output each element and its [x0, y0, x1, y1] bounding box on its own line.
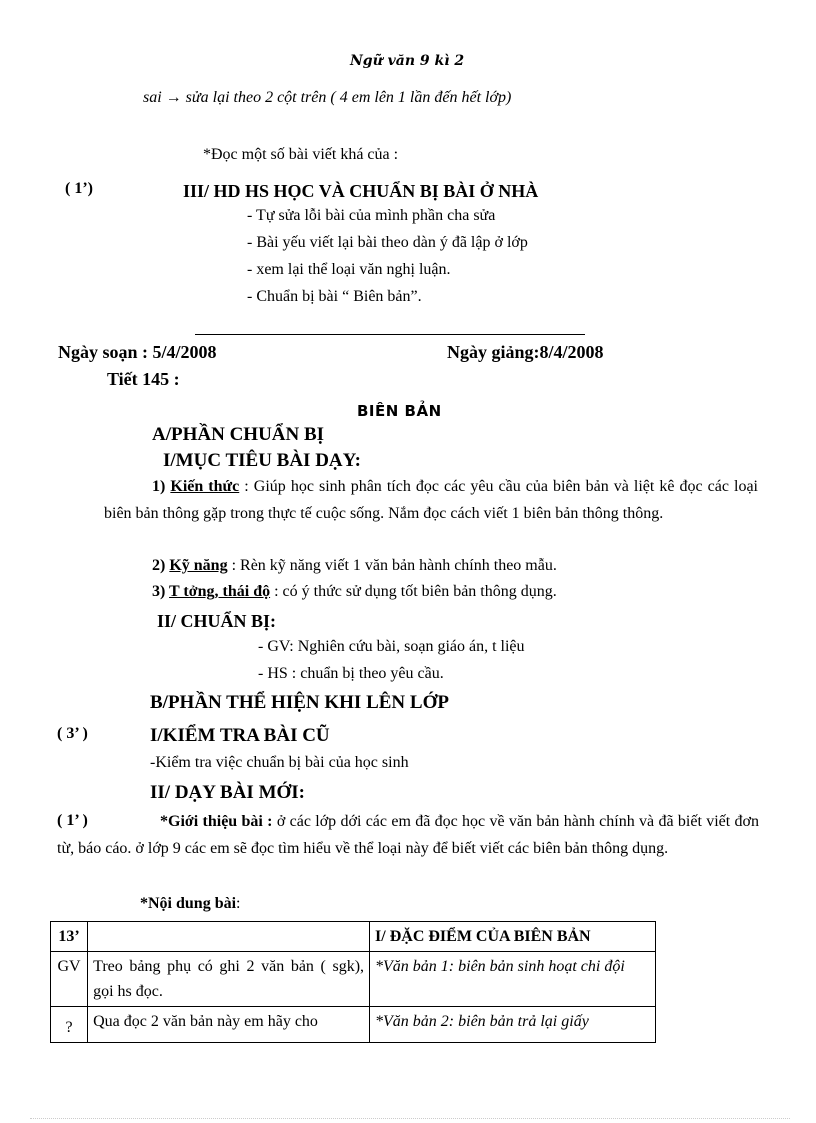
date-taught: Ngày giảng:8/4/2008: [447, 342, 604, 362]
part-b-heading: B/PHẦN THỂ HIỆN KHI LÊN LỚP: [150, 692, 449, 713]
table-row: [51, 952, 656, 1007]
knowledge-label: Kiến thức: [170, 478, 240, 495]
check-old-heading: I/KIỂM TRA BÀI CŨ: [150, 725, 330, 746]
table-cell-time: [51, 922, 88, 952]
lesson-number: Tiết 145 :: [107, 369, 180, 389]
features-heading: I/ ĐẶC ĐIỂM CỦA BIÊN BẢN: [375, 928, 591, 945]
section-homework-heading: III/ HD HS HỌC VÀ CHUẨN BỊ BÀI Ở NHÀ: [183, 181, 539, 201]
time-marker-1: ( 1’): [65, 180, 93, 197]
page-header: Ngữ văn 9 kì 2: [350, 53, 465, 69]
objectives-heading: I/MỤC TIÊU BÀI DẠY:: [163, 450, 361, 471]
attitude-num: 3): [152, 583, 170, 600]
attitude-label: T tởng, thái độ: [169, 583, 271, 600]
time-13: 13’: [58, 928, 80, 945]
skill-label: Kỹ năng: [169, 557, 228, 574]
knowledge-num: 1): [152, 478, 171, 495]
homework-item-2: - Bài yếu viết lại bài theo dàn ý đã lập ở lớp: [247, 234, 528, 251]
attitude-text: : có ý thức sử dụng tốt biên bản thông dụng.: [270, 583, 557, 600]
document-2-text: *Văn bản 2: biên bản trả lại giấy: [375, 1013, 589, 1030]
attitude-line: [152, 583, 557, 601]
table-cell-content: [370, 922, 656, 952]
gv-preparation: - GV: Nghiên cứu bài, soạn giáo án, t liệu: [258, 638, 525, 655]
document-1-text: *Văn bản 1: biên bản sinh hoạt chi đội: [375, 958, 625, 975]
table-cell-activity: [88, 922, 370, 952]
date-prepared: Ngày soạn : 5/4/2008: [58, 342, 217, 362]
check-old-text: -Kiểm tra việc chuẩn bị bài của học sinh: [150, 754, 409, 771]
table-cell-actor: [51, 1007, 88, 1043]
table-row: [51, 1007, 656, 1043]
intro-paragraph: [57, 808, 759, 862]
table-cell-activity: [88, 952, 370, 1007]
table-cell-activity: [88, 1007, 370, 1043]
activity-text-2: Qua đọc 2 văn bản này em hãy cho: [93, 1013, 318, 1030]
skill-num: 2): [152, 557, 170, 574]
knowledge-paragraph: [104, 473, 758, 527]
skill-text: : Rèn kỹ năng viết 1 văn bản hành chính theo mẫu.: [227, 557, 557, 574]
lesson-title: BIÊN BẢN: [357, 402, 442, 420]
table-cell-content: [370, 1007, 656, 1043]
homework-item-4: - Chuẩn bị bài “ Biên bản”.: [247, 288, 422, 305]
correction-instruction: sai → sửa lại theo 2 cột trên ( 4 em lên 1 lần đến hết lớp): [143, 89, 512, 106]
time-marker-1b: ( 1’ ): [57, 812, 88, 829]
intro-label: *Giới thiệu bài :: [160, 813, 273, 830]
read-good-essays: *Đọc một số bài viết khá của :: [203, 146, 399, 163]
lesson-table: [50, 921, 656, 1043]
content-label: *Nội dung bài: [140, 895, 237, 912]
teach-new-heading: II/ DẠY BÀI MỚI:: [150, 782, 305, 803]
content-label-line: [140, 895, 241, 913]
actor-gv: GV: [57, 958, 81, 975]
preparation-heading: II/ CHUẨN BỊ:: [157, 611, 277, 631]
homework-item-3: - xem lại thể loại văn nghị luận.: [247, 261, 451, 278]
table-cell-content: [370, 952, 656, 1007]
part-a-heading: A/PHẦN CHUẨN BỊ: [152, 424, 325, 445]
actor-question: ?: [65, 1019, 73, 1036]
knowledge-text: : Giúp học sinh phân tích đọc các yêu cầu của biên bản và liệt kê đọc các loại biên bản thông gặp trong thực tế cuộc sống. Nắm đọc cách viết 1 biên bản thông thông.: [104, 478, 758, 522]
page-bottom-border: [30, 1118, 790, 1119]
hs-preparation: - HS : chuẩn bị theo yêu cầu.: [258, 665, 444, 682]
intro-text: ở các lớp dới các em đã đọc học về văn bản hành chính và đã biết viết đơn từ, báo cáo. ở lớp 9 các em sẽ đọc tìm hiểu về thể loại này để biết viết các biên bản thông dụng.: [57, 813, 759, 857]
table-cell-actor: [51, 952, 88, 1007]
activity-text-1: Treo bảng phụ có ghi 2 văn bản ( sgk), gọi hs đọc.: [93, 958, 365, 1000]
time-marker-3: ( 3’ ): [57, 725, 88, 742]
separator-line: [195, 334, 585, 335]
homework-item-1: - Tự sửa lỗi bài của mình phần cha sửa: [247, 207, 496, 224]
content-colon: :: [236, 895, 241, 912]
table-row: [51, 922, 656, 952]
skill-line: [152, 557, 557, 575]
